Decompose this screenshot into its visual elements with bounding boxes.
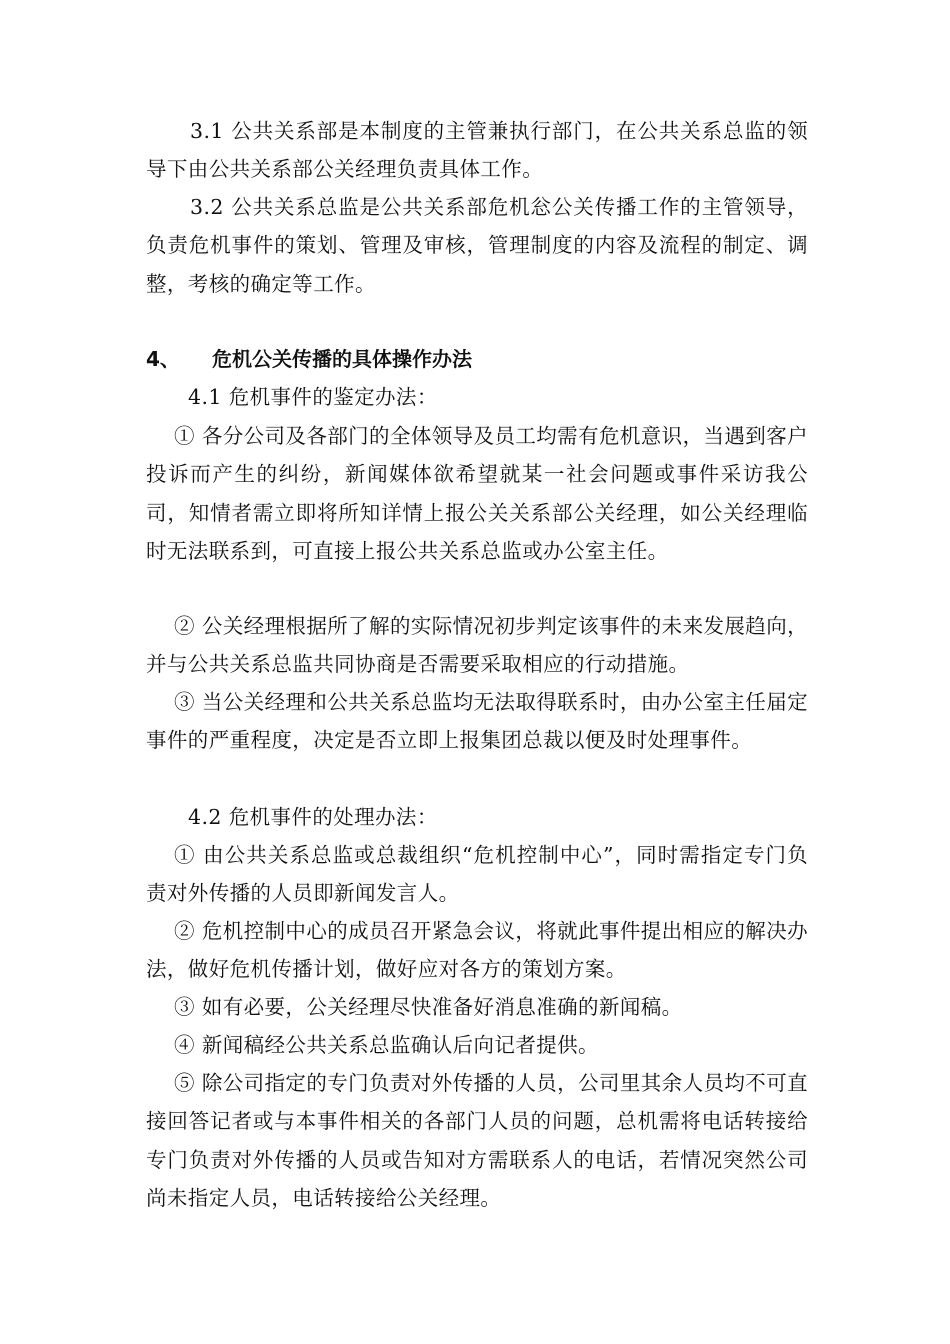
paragraph-3-1: 3.1 公共关系部是本制度的主管兼执行部门，在公共关系总监的领导下由公共关系部公关经理负责具体工作。	[146, 119, 808, 182]
list-item-4-2-1: ① 由公共关系总监或总裁组织“危机控制中心”，同时需指定专门负责对外传播的人员即新闻发言人。	[146, 843, 808, 906]
list-item-4-2-5: ⑤ 除公司指定的专门负责对外传播的人员，公司里其余人员均不可直接回答记者或与本事件相关的各部门人员的问题，总机需将电话转接给专门负责对外传播的人员或告知对方需联系人的电话，若情况突然公司尚未指定人员，电话转接给公关经理。	[146, 1071, 808, 1210]
list-item-4-2-2: ② 危机控制中心的成员召开紧急会议，将就此事件提出相应的解决办法，做好危机传播计划，做好应对各方的策划方案。	[146, 919, 808, 982]
subsection-4-1-title: 4.1 危机事件的鉴定办法：	[188, 385, 438, 409]
list-item-4-1-2: ② 公关经理根据所了解的实际情况初步判定该事件的未来发展趋向，并与公共关系总监共同协商是否需要采取相应的行动措施。	[146, 614, 808, 677]
section-4-heading	[146, 340, 808, 378]
section-4-number: 4、	[146, 347, 180, 371]
paragraph-3-2: 3.2 公共关系总监是公共关系部危机忩公关传播工作的主管领导，负责危机事件的策划、管理及审核，管理制度的内容及流程的制定、调整，考核的确定等工作。	[146, 195, 808, 296]
list-item-4-2-4: ④ 新闻稿经公共关系总监确认后向记者提供。	[174, 1033, 599, 1057]
subsection-4-2-title: 4.2 危机事件的处理办法：	[188, 805, 438, 829]
list-item-4-2-3: ③ 如有必要，公关经理尽快准备好消息准确的新闻稿。	[174, 995, 683, 1019]
list-item-4-1-3: ③ 当公关经理和公共关系总监均无法取得联系时，由办公室主任届定事件的严重程度，决定是否立即上报集团总裁以便及时处理事件。	[146, 690, 808, 753]
section-4-title: 危机公关传播的具体操作办法	[212, 347, 472, 371]
list-item-4-1-1: ① 各分公司及各部门的全体领导及员工均需有危机意识，当遇到客户投诉而产生的纠纷，新闻媒体欲希望就某一社会问题或事件采访我公司，知情者需立即将所知详情上报公关关系部公关经理，如公关经理临时无法联系到，可直接上报公共关系总监或办公室主任。	[146, 424, 808, 563]
